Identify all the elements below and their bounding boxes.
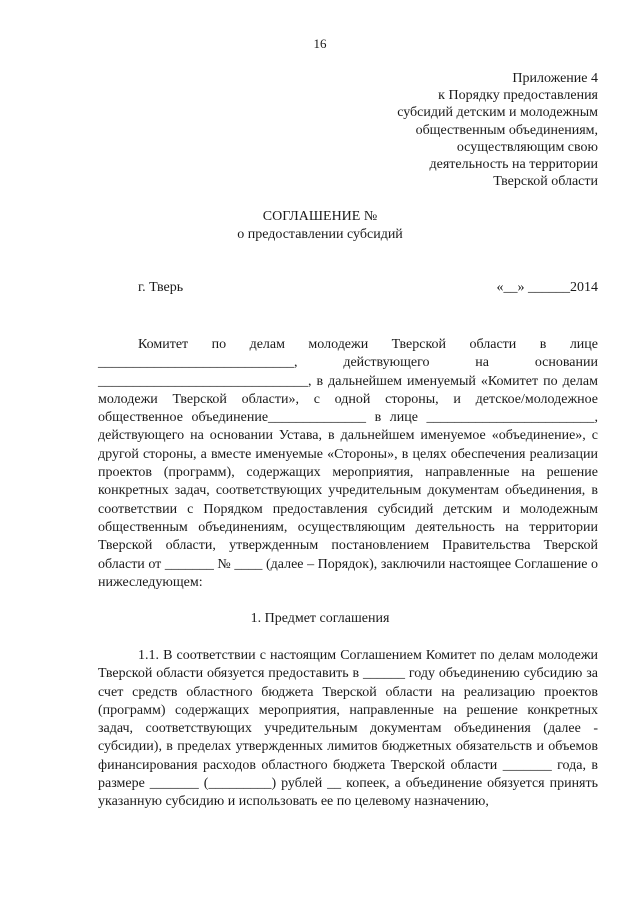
paragraph-clause: 1.1. В соответствии с настоящим Соглашением Комитет по делам молодежи Тверской области обязуется предоставить в ______ году объединению субсидию за счет средств областного бюджета Тверской области на реализацию проектов (программ) содержащих мероприятия, направленные на решение конкретных задач, соответствующих учредительным документам объединения (далее - субсидии), в пределах утвержденных лимитов бюджетных обязательств и объемов финансирования расходов областного бюджета Тверской области _______ года, в размере _______ (_________) рублей __ копеек, а объединение обязуется принять указанную субсидию и использовать ее по целевому назначению, [98, 648, 598, 810]
paragraph-preamble: Комитет по делам молодежи Тверской области в лице ____________________________, действующего на основании ______________________________, в дальнейшем именуемый «Комитет по делам молодежи Тверской области», с одной стороны, и детское/молодежное общественное объединение______________ в лице ________________________, действующего на основании Устава, в дальнейшем именуемое «объединение», с другой стороны, а вместе именуемые «Стороны», в целях обеспечения реализации проектов (программ), содержащих мероприятия, направленные на решение конкретных задач, соответствующих учредительным документам объединения, в соответствии с Порядком предоставления субсидий детским и молодежным общественным объединениям, осуществляющим деятельность на территории Тверской области, утвержденным постановлением Правительства Тверской области от _______ № ____ (далее – Порядок), заключили настоящее Соглашение о нижеследующем: [98, 337, 598, 590]
document-title [0, 208, 640, 244]
agreement-heading: СОГЛАШЕНИЕ № [262, 209, 378, 224]
place: г. Тверь [138, 280, 184, 295]
agreement-subheading: о предоставлении субсидий [237, 227, 403, 242]
appendix-line: Приложение 4 [512, 71, 598, 86]
clause-1-1 [98, 647, 598, 812]
section-title: 1. Предмет соглашения [250, 611, 390, 626]
preamble [98, 336, 598, 592]
place-date-line [138, 280, 598, 296]
appendix-line: Тверской области [493, 174, 598, 190]
page-number: 16 [313, 36, 327, 51]
appendix-line: осуществляющим свою [456, 139, 598, 155]
appendix-line: общественным объединениям, [415, 122, 598, 138]
date: «__» ______2014 [496, 280, 598, 295]
appendix-line: субсидий детским и молодежным [397, 105, 598, 121]
appendix-header [298, 70, 598, 190]
appendix-line: деятельность на территории [429, 157, 598, 173]
appendix-line: к Порядку предоставления [438, 88, 598, 104]
